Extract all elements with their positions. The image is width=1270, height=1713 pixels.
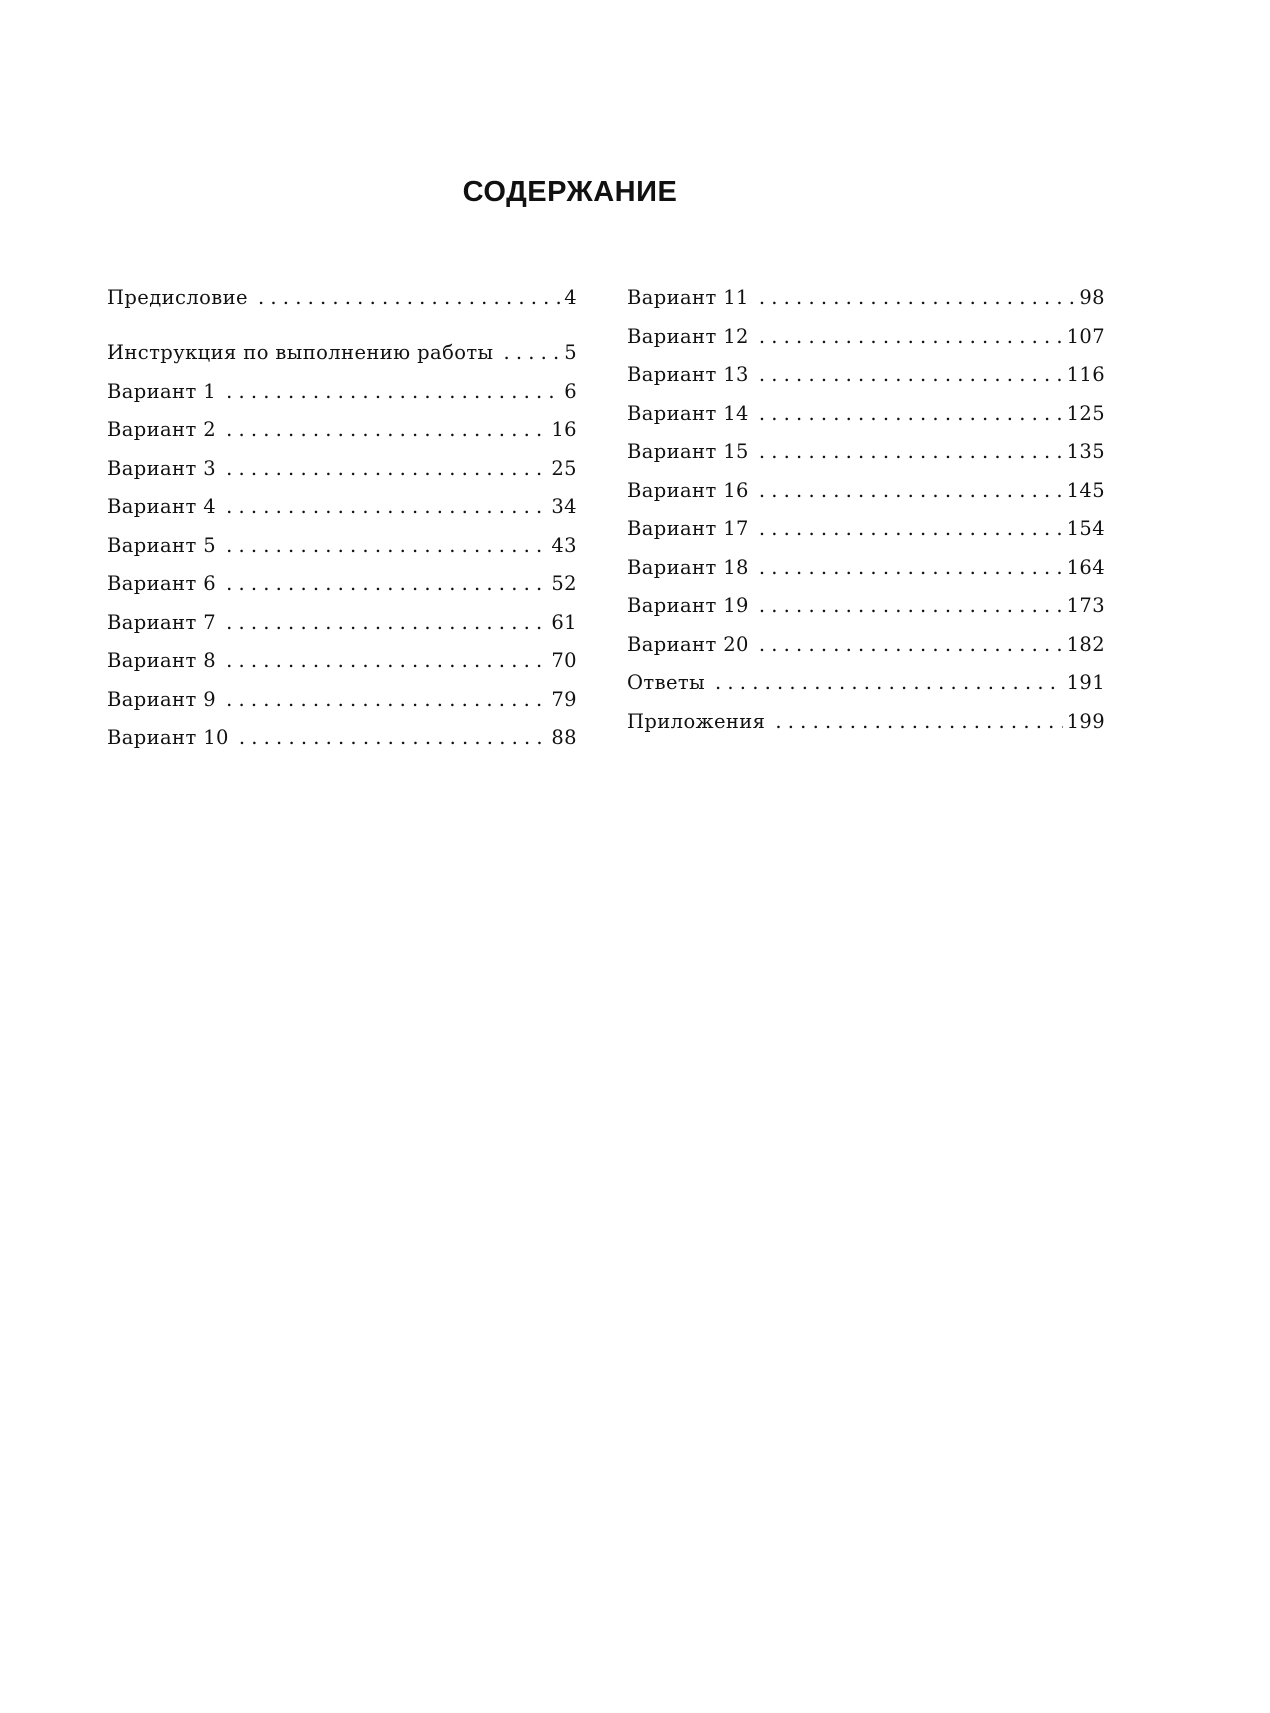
toc-page-number: 5 <box>564 341 577 364</box>
toc-dot-leader <box>226 495 547 518</box>
toc-dot-leader <box>759 402 1063 425</box>
toc-entry-label: Вариант 16 <box>627 479 749 502</box>
toc-page-number: 70 <box>551 649 577 672</box>
toc-entry-label: Вариант 12 <box>627 325 749 348</box>
toc-entry-label: Вариант 13 <box>627 363 749 386</box>
toc-page-number: 98 <box>1079 286 1105 309</box>
toc-entry-label: Приложения <box>627 710 766 733</box>
toc-page-number: 135 <box>1066 440 1105 463</box>
toc-page-number: 25 <box>551 457 577 480</box>
toc-page-number: 191 <box>1066 671 1105 694</box>
toc-entry-label: Вариант 11 <box>627 286 749 309</box>
toc-entry-label: Вариант 20 <box>627 633 749 656</box>
toc-entry-label: Вариант 5 <box>107 534 217 557</box>
toc-entry-variant-10[interactable] <box>107 726 577 756</box>
toc-dot-leader <box>258 286 560 309</box>
toc-page-number: 182 <box>1066 633 1105 656</box>
toc-entry-variant-13[interactable] <box>627 363 1105 393</box>
toc-entry-label: Вариант 3 <box>107 457 217 480</box>
toc-page-number: 61 <box>551 611 577 634</box>
toc-page-number: 125 <box>1066 402 1105 425</box>
page-title: СОДЕРЖАНИЕ <box>462 176 678 208</box>
toc-dot-leader <box>226 380 560 403</box>
toc-page-number: 52 <box>551 572 577 595</box>
toc-entry-label: Вариант 9 <box>107 688 217 711</box>
toc-dot-leader <box>226 649 547 672</box>
toc-entry-label: Вариант 6 <box>107 572 217 595</box>
toc-entry-variant-8[interactable] <box>107 649 577 679</box>
toc-page-number: 79 <box>551 688 577 711</box>
toc-dot-leader <box>239 726 548 749</box>
toc-entry-variant-18[interactable] <box>627 556 1105 586</box>
toc-entry-instructions[interactable] <box>107 341 577 371</box>
toc-dot-leader <box>226 457 547 480</box>
toc-entry-label: Вариант 8 <box>107 649 217 672</box>
toc-dot-leader <box>226 572 547 595</box>
toc-entry-variant-19[interactable] <box>627 594 1105 624</box>
toc-page-number: 16 <box>551 418 577 441</box>
toc-entry-variant-7[interactable] <box>107 611 577 641</box>
toc-entry-preface[interactable] <box>107 286 577 316</box>
toc-page-number: 116 <box>1066 363 1105 386</box>
toc-page-number: 4 <box>564 286 577 309</box>
toc-dot-leader <box>759 286 1076 309</box>
toc-entry-label: Вариант 10 <box>107 726 229 749</box>
toc-entry-label: Вариант 7 <box>107 611 217 634</box>
toc-entry-label: Ответы <box>627 671 706 694</box>
toc-entry-label: Вариант 15 <box>627 440 749 463</box>
toc-dot-leader <box>775 710 1062 733</box>
toc-entry-variant-4[interactable] <box>107 495 577 525</box>
toc-page-number: 199 <box>1066 710 1105 733</box>
toc-page-number: 107 <box>1066 325 1105 348</box>
toc-entry-variant-6[interactable] <box>107 572 577 602</box>
toc-entry-variant-5[interactable] <box>107 534 577 564</box>
toc-dot-leader <box>759 325 1063 348</box>
toc-entry-variant-2[interactable] <box>107 418 577 448</box>
toc-entry-variant-14[interactable] <box>627 402 1105 432</box>
toc-page-number: 6 <box>564 380 577 403</box>
toc-page-number: 164 <box>1066 556 1105 579</box>
toc-dot-leader <box>226 688 547 711</box>
toc-entry-variant-11[interactable] <box>627 286 1105 316</box>
toc-page-number: 154 <box>1066 517 1105 540</box>
toc-dot-leader <box>715 671 1063 694</box>
toc-page-number: 43 <box>551 534 577 557</box>
toc-dot-leader <box>759 517 1063 540</box>
toc-dot-leader <box>759 440 1063 463</box>
toc-entry-label: Вариант 1 <box>107 380 217 403</box>
toc-entry-variant-12[interactable] <box>627 325 1105 355</box>
toc-entry-label: Предисловие <box>107 286 248 309</box>
toc-dot-leader <box>759 594 1063 617</box>
toc-dot-leader <box>503 341 560 364</box>
toc-dot-leader <box>226 611 547 634</box>
toc-entry-label: Вариант 17 <box>627 517 749 540</box>
toc-dot-leader <box>759 556 1063 579</box>
toc-page-number: 145 <box>1066 479 1105 502</box>
toc-dot-leader <box>226 418 547 441</box>
toc-page-number: 88 <box>551 726 577 749</box>
toc-entry-label: Инструкция по выполнению работы <box>107 341 494 364</box>
toc-entry-variant-16[interactable] <box>627 479 1105 509</box>
toc-page-number: 34 <box>551 495 577 518</box>
toc-page-number: 173 <box>1066 594 1105 617</box>
toc-entry-label: Вариант 19 <box>627 594 749 617</box>
toc-entry-appendices[interactable] <box>627 710 1105 740</box>
toc-entry-variant-20[interactable] <box>627 633 1105 663</box>
toc-entry-label: Вариант 2 <box>107 418 217 441</box>
toc-entry-variant-17[interactable] <box>627 517 1105 547</box>
toc-dot-leader <box>759 479 1063 502</box>
toc-entry-answers[interactable] <box>627 671 1105 701</box>
toc-entry-label: Вариант 4 <box>107 495 217 518</box>
toc-entry-variant-3[interactable] <box>107 457 577 487</box>
toc-entry-label: Вариант 14 <box>627 402 749 425</box>
toc-dot-leader <box>226 534 547 557</box>
toc-dot-leader <box>759 633 1063 656</box>
toc-entry-variant-9[interactable] <box>107 688 577 718</box>
toc-entry-variant-15[interactable] <box>627 440 1105 470</box>
toc-entry-label: Вариант 18 <box>627 556 749 579</box>
toc-dot-leader <box>759 363 1063 386</box>
toc-entry-variant-1[interactable] <box>107 380 577 410</box>
